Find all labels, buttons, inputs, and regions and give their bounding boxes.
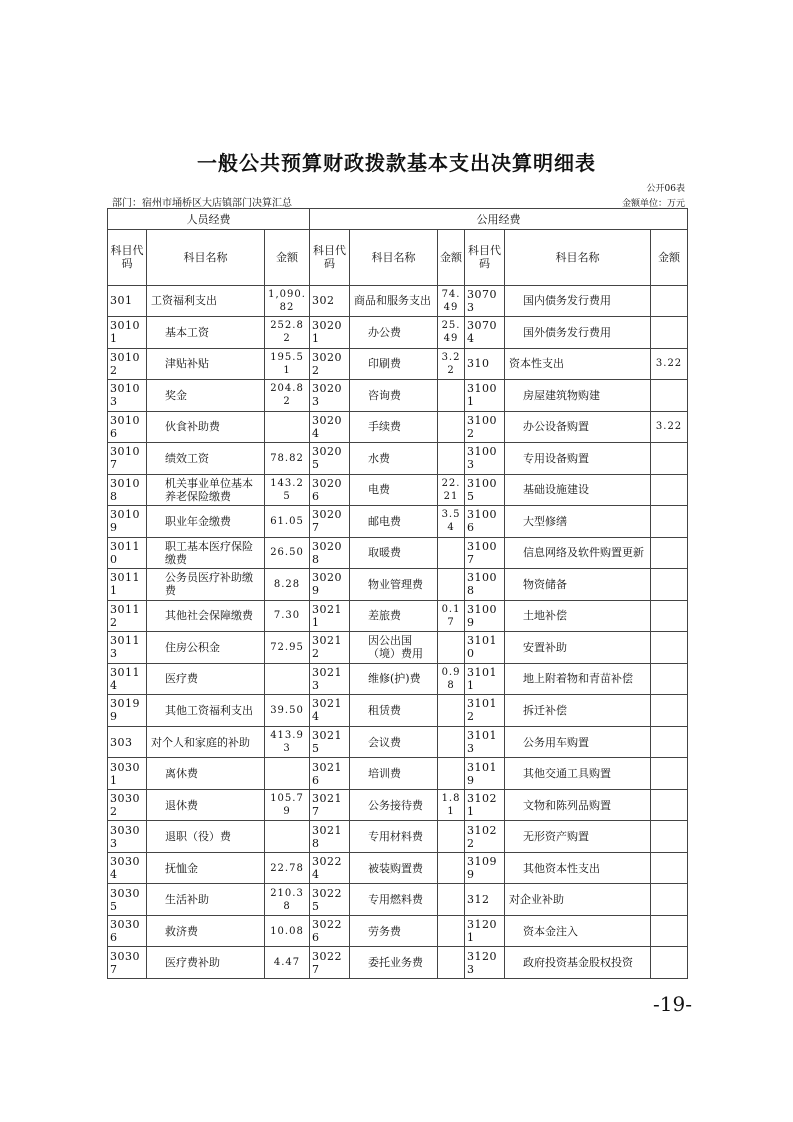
name-cell: 对企业补助 (505, 884, 651, 916)
code-cell: 30703 (465, 285, 505, 317)
amount-cell (265, 663, 310, 695)
amount-cell: 143.25 (265, 474, 310, 506)
name-cell: 公务员医疗补助缴费 (147, 569, 265, 601)
amount-cell: 3.22 (651, 411, 688, 443)
department-label: 部门：宿州市埇桥区大店镇部门决算汇总 (112, 198, 292, 209)
table-row (108, 411, 688, 443)
code-cell: 30209 (310, 569, 350, 601)
code-cell: 30215 (310, 726, 350, 758)
code-cell: 30202 (310, 348, 350, 380)
header-code: 科目代码 (310, 230, 350, 285)
amount-cell: 26.50 (265, 537, 310, 569)
name-cell: 会议费 (350, 726, 438, 758)
name-cell: 公务用车购置 (505, 726, 651, 758)
code-cell: 31201 (465, 915, 505, 947)
table-row (108, 821, 688, 853)
code-cell: 302 (310, 285, 350, 317)
name-cell: 委托业务费 (350, 947, 438, 979)
table-row (108, 380, 688, 412)
table-row (108, 726, 688, 758)
table-row (108, 915, 688, 947)
code-cell: 31009 (465, 600, 505, 632)
amount-cell: 195.51 (265, 348, 310, 380)
amount-cell (265, 411, 310, 443)
header-name: 科目名称 (505, 230, 651, 285)
amount-cell (265, 821, 310, 853)
name-cell: 离休费 (147, 758, 265, 790)
amount-cell (438, 821, 465, 853)
code-cell: 31006 (465, 506, 505, 538)
code-cell: 31203 (465, 947, 505, 979)
amount-cell: 210.38 (265, 884, 310, 916)
name-cell: 国内债务发行费用 (505, 285, 651, 317)
amount-cell: 25.49 (438, 317, 465, 349)
code-cell: 30225 (310, 884, 350, 916)
amount-cell (265, 758, 310, 790)
amount-cell: 413.93 (265, 726, 310, 758)
name-cell: 专用设备购置 (505, 443, 651, 475)
amount-cell (651, 506, 688, 538)
name-cell: 水费 (350, 443, 438, 475)
amount-cell (438, 758, 465, 790)
amount-cell: 78.82 (265, 443, 310, 475)
amount-cell (438, 380, 465, 412)
name-cell: 退职（役）费 (147, 821, 265, 853)
table-row (108, 632, 688, 664)
amount-cell: 22.21 (438, 474, 465, 506)
code-cell: 30304 (108, 852, 147, 884)
code-cell: 30226 (310, 915, 350, 947)
code-cell: 30303 (108, 821, 147, 853)
code-cell: 30302 (108, 789, 147, 821)
name-cell: 资本金注入 (505, 915, 651, 947)
name-cell: 差旅费 (350, 600, 438, 632)
name-cell: 工资福利支出 (147, 285, 265, 317)
name-cell: 房屋建筑物购建 (505, 380, 651, 412)
name-cell: 拆迁补偿 (505, 695, 651, 727)
code-cell: 30107 (108, 443, 147, 475)
amount-cell (438, 569, 465, 601)
name-cell: 邮电费 (350, 506, 438, 538)
code-cell: 30704 (465, 317, 505, 349)
code-cell: 31013 (465, 726, 505, 758)
name-cell: 因公出国（境）费用 (350, 632, 438, 664)
amount-cell (438, 726, 465, 758)
amount-cell: 72.95 (265, 632, 310, 664)
amount-cell (651, 821, 688, 853)
amount-cell (438, 443, 465, 475)
amount-cell (438, 537, 465, 569)
amount-cell (651, 443, 688, 475)
code-cell: 30305 (108, 884, 147, 916)
name-cell: 信息网络及软件购置更新 (505, 537, 651, 569)
name-cell: 医疗费 (147, 663, 265, 695)
name-cell: 劳务费 (350, 915, 438, 947)
name-cell: 培训费 (350, 758, 438, 790)
header-amount: 金额 (438, 230, 465, 285)
name-cell: 伙食补助费 (147, 411, 265, 443)
code-cell: 30208 (310, 537, 350, 569)
name-cell: 印刷费 (350, 348, 438, 380)
table-row (108, 884, 688, 916)
amount-cell (651, 884, 688, 916)
name-cell: 津贴补贴 (147, 348, 265, 380)
amount-cell (438, 411, 465, 443)
code-cell: 31002 (465, 411, 505, 443)
amount-cell: 8.28 (265, 569, 310, 601)
amount-cell (651, 915, 688, 947)
code-cell: 30101 (108, 317, 147, 349)
name-cell: 手续费 (350, 411, 438, 443)
amount-cell (651, 632, 688, 664)
code-cell: 301 (108, 285, 147, 317)
code-cell: 30212 (310, 632, 350, 664)
code-cell: 30109 (108, 506, 147, 538)
name-cell: 奖金 (147, 380, 265, 412)
table-row (108, 600, 688, 632)
amount-cell: 3.22 (438, 348, 465, 380)
code-cell: 30114 (108, 663, 147, 695)
amount-cell (438, 947, 465, 979)
amount-cell: 1,090.82 (265, 285, 310, 317)
name-cell: 救济费 (147, 915, 265, 947)
code-cell: 30205 (310, 443, 350, 475)
table-row (108, 537, 688, 569)
amount-cell (438, 852, 465, 884)
code-cell: 30206 (310, 474, 350, 506)
code-cell: 30113 (108, 632, 147, 664)
name-cell: 住房公积金 (147, 632, 265, 664)
name-cell: 物业管理费 (350, 569, 438, 601)
code-cell: 31001 (465, 380, 505, 412)
code-cell: 30227 (310, 947, 350, 979)
section-public: 公用经费 (310, 209, 688, 230)
amount-cell: 22.78 (265, 852, 310, 884)
unit-label: 金额单位：万元 (621, 199, 685, 209)
header-name: 科目名称 (147, 230, 265, 285)
code-cell: 30207 (310, 506, 350, 538)
code-cell: 30301 (108, 758, 147, 790)
amount-cell (651, 474, 688, 506)
name-cell: 生活补助 (147, 884, 265, 916)
code-cell: 30203 (310, 380, 350, 412)
name-cell: 办公设备购置 (505, 411, 651, 443)
header-amount: 金额 (265, 230, 310, 285)
amount-cell (651, 789, 688, 821)
amount-cell: 0.98 (438, 663, 465, 695)
name-cell: 土地补偿 (505, 600, 651, 632)
amount-cell (651, 663, 688, 695)
code-cell: 30214 (310, 695, 350, 727)
amount-cell: 1.81 (438, 789, 465, 821)
name-cell: 职工基本医疗保险缴费 (147, 537, 265, 569)
name-cell: 其他资本性支出 (505, 852, 651, 884)
amount-cell (438, 632, 465, 664)
code-cell: 30216 (310, 758, 350, 790)
amount-cell (651, 569, 688, 601)
code-cell: 31007 (465, 537, 505, 569)
code-cell: 30217 (310, 789, 350, 821)
code-cell: 30204 (310, 411, 350, 443)
name-cell: 机关事业单位基本养老保险缴费 (147, 474, 265, 506)
form-number: 公开06表 (646, 184, 685, 194)
code-cell: 30112 (108, 600, 147, 632)
section-personnel: 人员经费 (108, 209, 310, 230)
expenditure-table (107, 208, 688, 979)
name-cell: 大型修缮 (505, 506, 651, 538)
code-cell: 30306 (108, 915, 147, 947)
code-cell: 31005 (465, 474, 505, 506)
name-cell: 咨询费 (350, 380, 438, 412)
amount-cell: 3.22 (651, 348, 688, 380)
name-cell: 政府投资基金股权投资 (505, 947, 651, 979)
name-cell: 租赁费 (350, 695, 438, 727)
table-row (108, 789, 688, 821)
amount-cell (438, 915, 465, 947)
amount-cell: 4.47 (265, 947, 310, 979)
name-cell: 公务接待费 (350, 789, 438, 821)
amount-cell (651, 285, 688, 317)
amount-cell: 7.30 (265, 600, 310, 632)
amount-cell: 39.50 (265, 695, 310, 727)
table-row (108, 285, 688, 317)
table-row (108, 569, 688, 601)
amount-cell: 61.05 (265, 506, 310, 538)
amount-cell: 10.08 (265, 915, 310, 947)
code-cell: 31099 (465, 852, 505, 884)
amount-cell: 252.82 (265, 317, 310, 349)
table-row (108, 695, 688, 727)
name-cell: 被装购置费 (350, 852, 438, 884)
code-cell: 303 (108, 726, 147, 758)
header-code: 科目代码 (465, 230, 505, 285)
name-cell: 安置补助 (505, 632, 651, 664)
code-cell: 31012 (465, 695, 505, 727)
code-cell: 30224 (310, 852, 350, 884)
amount-cell: 74.49 (438, 285, 465, 317)
name-cell: 维修(护)费 (350, 663, 438, 695)
amount-cell (438, 884, 465, 916)
amount-cell (651, 600, 688, 632)
name-cell: 医疗费补助 (147, 947, 265, 979)
name-cell: 文物和陈列品购置 (505, 789, 651, 821)
code-cell: 30110 (108, 537, 147, 569)
code-cell: 30111 (108, 569, 147, 601)
table-row (108, 947, 688, 979)
code-cell: 31008 (465, 569, 505, 601)
code-cell: 312 (465, 884, 505, 916)
table-row (108, 506, 688, 538)
table-row (108, 317, 688, 349)
name-cell: 地上附着物和青苗补偿 (505, 663, 651, 695)
name-cell: 物资储备 (505, 569, 651, 601)
amount-cell (651, 758, 688, 790)
name-cell: 抚恤金 (147, 852, 265, 884)
name-cell: 商品和服务支出 (350, 285, 438, 317)
name-cell: 取暖费 (350, 537, 438, 569)
code-cell: 310 (465, 348, 505, 380)
code-cell: 31003 (465, 443, 505, 475)
code-cell: 31021 (465, 789, 505, 821)
name-cell: 基本工资 (147, 317, 265, 349)
name-cell: 其他工资福利支出 (147, 695, 265, 727)
amount-cell (651, 380, 688, 412)
code-cell: 30102 (108, 348, 147, 380)
code-cell: 30307 (108, 947, 147, 979)
name-cell: 基础设施建设 (505, 474, 651, 506)
name-cell: 专用材料费 (350, 821, 438, 853)
table-row (108, 474, 688, 506)
name-cell: 资本性支出 (505, 348, 651, 380)
code-cell: 30106 (108, 411, 147, 443)
name-cell: 绩效工资 (147, 443, 265, 475)
table-row (108, 443, 688, 475)
amount-cell (651, 537, 688, 569)
name-cell: 其他社会保障缴费 (147, 600, 265, 632)
name-cell: 退休费 (147, 789, 265, 821)
name-cell: 专用燃料费 (350, 884, 438, 916)
amount-cell (651, 695, 688, 727)
name-cell: 办公费 (350, 317, 438, 349)
header-code: 科目代码 (108, 230, 147, 285)
code-cell: 31019 (465, 758, 505, 790)
amount-cell: 0.17 (438, 600, 465, 632)
code-cell: 30211 (310, 600, 350, 632)
page-number: -19- (653, 992, 692, 1016)
name-cell: 对个人和家庭的补助 (147, 726, 265, 758)
table-row (108, 758, 688, 790)
code-cell: 30108 (108, 474, 147, 506)
amount-cell (651, 947, 688, 979)
name-cell: 无形资产购置 (505, 821, 651, 853)
code-cell: 30201 (310, 317, 350, 349)
header-amount: 金额 (651, 230, 688, 285)
code-cell: 30218 (310, 821, 350, 853)
code-cell: 31011 (465, 663, 505, 695)
page-title: 一般公共预算财政拨款基本支出决算明细表 (197, 151, 596, 175)
code-cell: 30213 (310, 663, 350, 695)
amount-cell (651, 317, 688, 349)
code-cell: 30199 (108, 695, 147, 727)
name-cell: 国外债务发行费用 (505, 317, 651, 349)
amount-cell (651, 852, 688, 884)
code-cell: 31022 (465, 821, 505, 853)
header-name: 科目名称 (350, 230, 438, 285)
amount-cell (651, 726, 688, 758)
amount-cell: 105.79 (265, 789, 310, 821)
table-row (108, 348, 688, 380)
table-row (108, 663, 688, 695)
name-cell: 电费 (350, 474, 438, 506)
amount-cell: 204.82 (265, 380, 310, 412)
name-cell: 职业年金缴费 (147, 506, 265, 538)
amount-cell: 3.54 (438, 506, 465, 538)
table-row (108, 852, 688, 884)
amount-cell (438, 695, 465, 727)
code-cell: 30103 (108, 380, 147, 412)
name-cell: 其他交通工具购置 (505, 758, 651, 790)
code-cell: 31010 (465, 632, 505, 664)
